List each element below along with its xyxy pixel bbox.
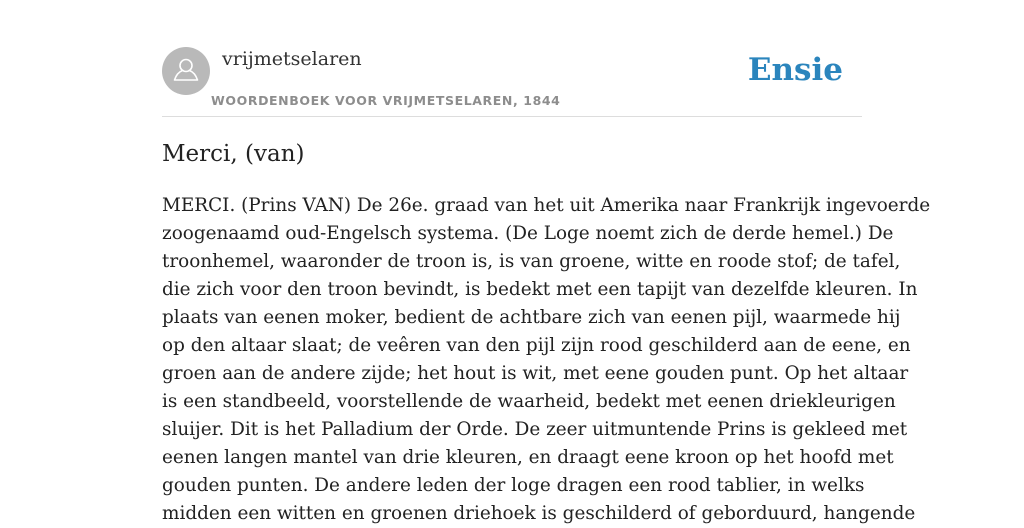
body-line: plaats van eenen moker, bedient de achtbare zich van eenen pijl, waarmede hij [162, 307, 901, 328]
body-line: eenen langen mantel van drie kleuren, en draagt eene kroon op het hoofd met [162, 447, 894, 468]
body-line: die zich voor den troon bevindt, is bedekt met een tapijt van dezelfde kleuren. In [162, 279, 918, 300]
body-line: op den altaar slaat; de veêren van den pijl zijn rood geschilderd aan de eene, en [162, 335, 911, 356]
body-line: groen aan de andere zijde; het hout is wit, met eene gouden punt. Op het altaar [162, 363, 909, 384]
source-title[interactable]: WOORDENBOEK VOOR VRIJMETSELAREN, 1844 [211, 93, 561, 108]
article-title: Merci, (van) [162, 141, 305, 167]
user-silhouette-icon[interactable] [162, 47, 210, 95]
body-line: sluijer. Dit is het Palladium der Orde. De zeer uitmuntende Prins is gekleed met [162, 419, 908, 440]
body-line: gouden punten. De andere leden der loge dragen een rood tablier, in welks [162, 475, 865, 496]
body-line: is een standbeeld, voorstellende de waarheid, bedekt met eenen driekleurigen [162, 391, 896, 412]
body-line: troonhemel, waaronder de troon is, is van groene, witte en roode stof; de tafel, [162, 251, 901, 272]
body-line: midden een witten en groenen driehoek is geschilderd of geborduurd, hangende [162, 503, 916, 524]
body-line: MERCI. (Prins VAN) De 26e. graad van het uit Amerika naar Frankrijk ingevoerde [162, 195, 931, 216]
article-body [162, 192, 931, 528]
header [162, 47, 862, 117]
ensie-logo[interactable]: Ensie [747, 52, 843, 88]
author-name[interactable]: vrijmetselaren [222, 48, 362, 70]
body-line: zoogenaamd oud-Engelsch systema. (De Loge noemt zich de derde hemel.) De [162, 223, 894, 244]
